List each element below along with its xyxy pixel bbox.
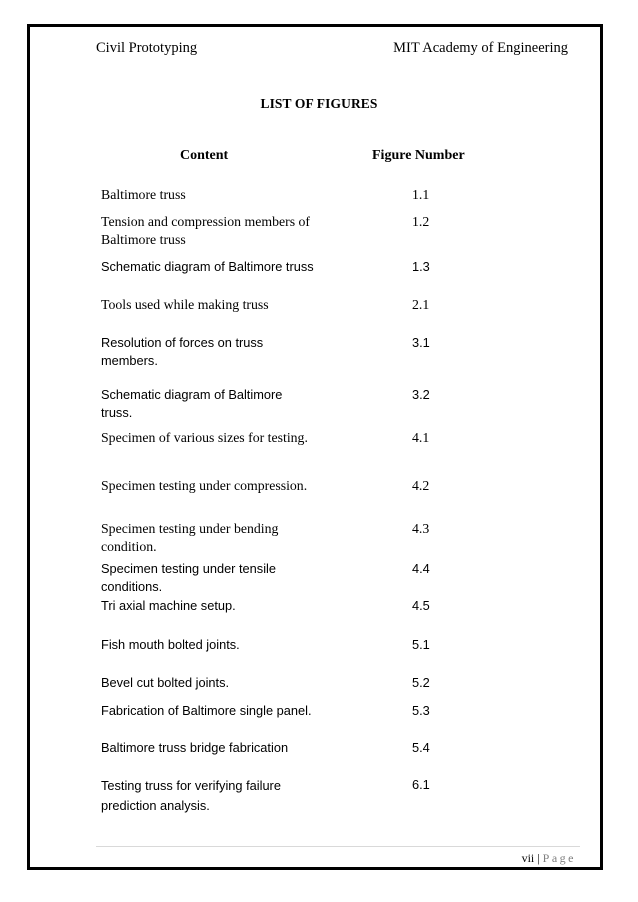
- figure-label: Resolution of forces on truss members.: [101, 335, 264, 368]
- figure-label: Specimen testing under tensile conditions.: [101, 561, 276, 594]
- page-title: LIST OF FIGURES: [260, 96, 378, 111]
- footer-divider: [96, 846, 580, 847]
- column-header-content: Content: [180, 148, 229, 163]
- figure-label: Specimen testing under bending condition.: [101, 521, 279, 554]
- figure-label: Baltimore truss: [101, 187, 186, 202]
- header-left: Civil Prototyping: [96, 40, 198, 56]
- figure-number: 2.1: [412, 297, 430, 312]
- figure-label: Baltimore truss bridge fabrication: [101, 740, 289, 755]
- figure-number: 4.5: [412, 598, 430, 613]
- figure-number: 5.4: [412, 740, 430, 755]
- footer-separator: |: [537, 851, 540, 865]
- figure-number: 4.3: [412, 521, 430, 536]
- figure-label: Testing truss for verifying failure prediction analysis.: [101, 778, 281, 813]
- figure-number: 3.2: [412, 387, 430, 402]
- figure-label: Tools used while making truss: [101, 297, 269, 312]
- figure-number: 6.1: [412, 777, 430, 792]
- figure-number: 1.3: [412, 259, 430, 274]
- figure-number: 5.3: [412, 703, 430, 718]
- figure-number: 4.4: [412, 561, 430, 576]
- page-number: vii: [521, 851, 535, 865]
- figure-number: 5.2: [412, 675, 430, 690]
- figure-label: Tri axial machine setup.: [101, 598, 236, 613]
- header-right: MIT Academy of Engineering: [393, 40, 568, 56]
- figure-number: 4.2: [412, 478, 430, 493]
- column-header-figure-number: Figure Number: [372, 148, 465, 163]
- figure-label: Bevel cut bolted joints.: [101, 675, 230, 690]
- figure-label: Tension and compression members of Baltimore truss: [101, 214, 311, 247]
- figure-number: 3.1: [412, 335, 430, 350]
- figure-number: 1.2: [412, 214, 430, 229]
- figure-number: 5.1: [412, 637, 430, 652]
- figure-label: Specimen testing under compression.: [101, 478, 308, 493]
- figure-label: Schematic diagram of Baltimore truss: [101, 259, 314, 274]
- figure-label: Fabrication of Baltimore single panel.: [101, 703, 312, 718]
- figure-number: 1.1: [412, 187, 430, 202]
- figure-label: Fish mouth bolted joints.: [101, 637, 240, 652]
- figure-label: Specimen of various sizes for testing.: [101, 430, 308, 445]
- figure-number: 4.1: [412, 430, 430, 445]
- page-footer: [522, 851, 576, 866]
- page-word: Page: [542, 851, 576, 865]
- figure-label: Schematic diagram of Baltimore truss.: [101, 387, 283, 420]
